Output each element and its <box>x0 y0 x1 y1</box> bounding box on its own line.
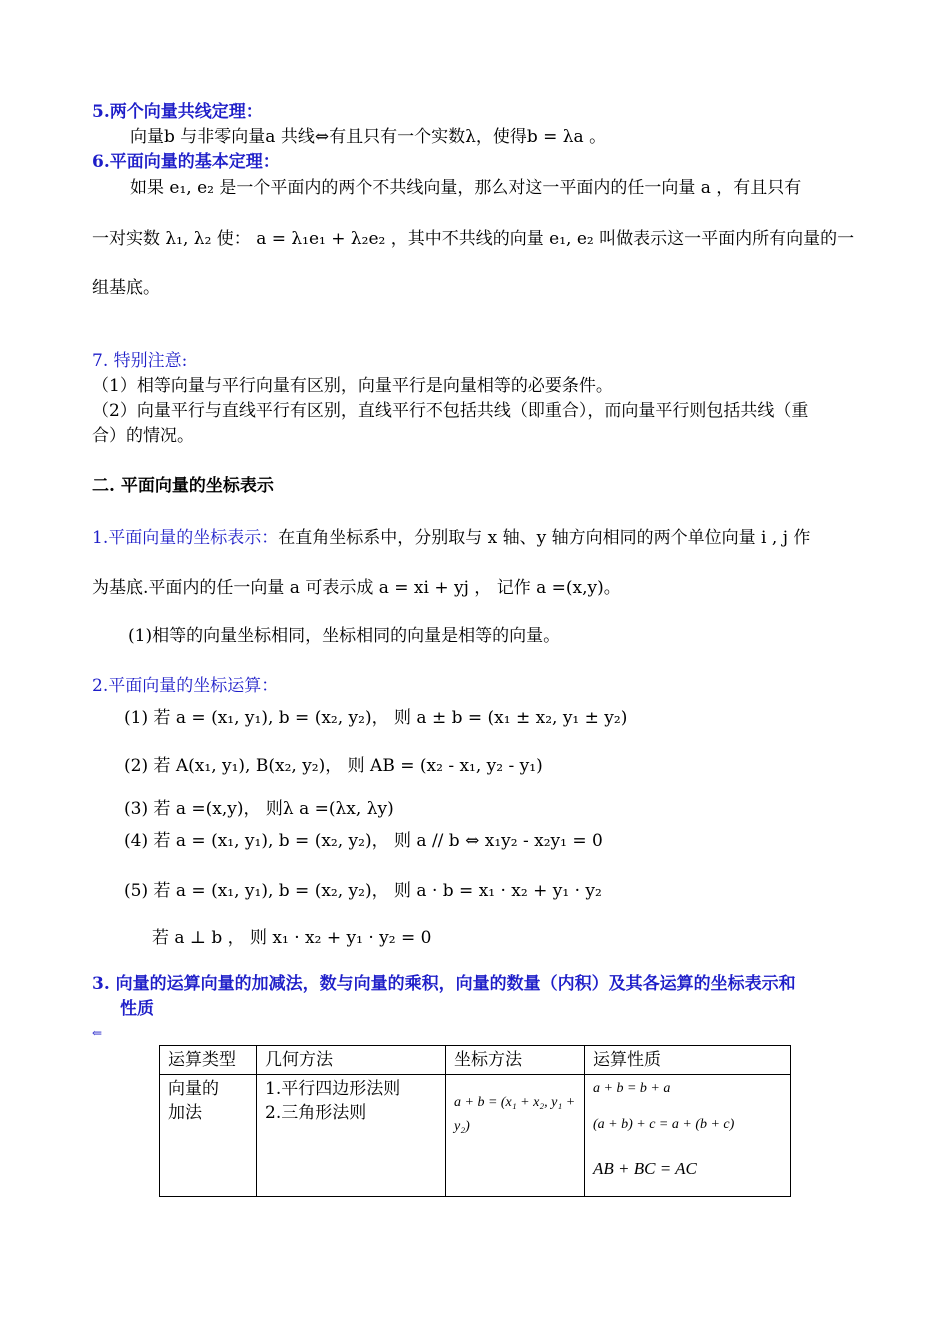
header-cell-type: 运算类型 <box>160 1046 257 1075</box>
coord-label: 1.平面向量的坐标表示： <box>92 528 279 548</box>
theorem5-heading: 5.两个向量共线定理： <box>92 102 263 122</box>
coord-paragraph-1 <box>92 527 810 549</box>
cell-type-line2: 加法 <box>168 1103 202 1123</box>
theorem6-heading: 6.平面向量的基本定理： <box>92 152 280 172</box>
cell-coordinate <box>446 1075 585 1197</box>
coord-text: 在直角坐标系中，分别取与 x 轴、y 轴方向相同的两个单位向量 i , j 作 <box>278 528 811 548</box>
ops-rule-5: (5) 若 a = (x₁, y₁), b = (x₂, y₂)， 则 a · b = x₁ · x₂ + y₁ · y₂ <box>124 881 602 901</box>
property-commutative: a + b = b + a <box>593 1081 671 1096</box>
theorem5-body: 向量b 与非零向量a 共线⇔有且只有一个实数λ，使得b = λa 。 <box>130 127 607 147</box>
theorem6-line1: 如果 e₁, e₂ 是一个平面内的两个不共线向量，那么对这一平面内的任一向量 a ，有且只有 <box>130 178 802 198</box>
note7-item1: （1）相等向量与平行向量有区别，向量平行是向量相等的必要条件。 <box>92 376 613 396</box>
ops-rule-4: (4) 若 a = (x₁, y₁), b = (x₂, y₂)， 则 a // b ⇔ x₁y₂ - x₂y₁ = 0 <box>124 831 603 851</box>
header-cell-coordinate: 坐标方法 <box>446 1046 585 1075</box>
section3-heading-line2: 性质 <box>120 999 154 1019</box>
operations-table <box>159 1045 791 1197</box>
cell-properties <box>585 1075 791 1197</box>
property-triangle: AB + BC = AC <box>593 1159 697 1178</box>
section2-title: 二. 平面向量的坐标表示 <box>92 476 274 496</box>
table-header-row <box>160 1046 791 1075</box>
ops-rule-6: 若 a ⊥ b ， 则 x₁ · x₂ + y₁ · y₂ = 0 <box>152 928 432 948</box>
cell-geometry <box>257 1075 446 1197</box>
theorem6-line2: 一对实数 λ₁, λ₂ 使： a = λ₁e₁ + λ₂e₂ ，其中不共线的向量 e₁, e₂ 叫做表示这一平面内所有向量的一 <box>92 229 855 249</box>
ops-rule-2: (2) 若 A(x₁, y₁), B(x₂, y₂)， 则 AB = (x₂ - x₁, y₂ - y₁) <box>124 756 543 776</box>
section3-heading-line1: 3. 向量的运算向量的加减法，数与向量的乘积，向量的数量（内积）及其各运算的坐标表示和 <box>92 974 796 994</box>
header-cell-properties: 运算性质 <box>585 1046 791 1075</box>
return-mark-icon: ⇐ <box>92 1026 103 1040</box>
coord-note: (1)相等的向量坐标相同，坐标相同的向量是相等的向量。 <box>128 626 561 646</box>
header-cell-geometry: 几何方法 <box>257 1046 446 1075</box>
table-row <box>160 1075 791 1197</box>
geometry-method-2: 2.三角形法则 <box>265 1103 367 1123</box>
ops-rule-1: (1) 若 a = (x₁, y₁), b = (x₂, y₂)， 则 a ± b = (x₁ ± x₂, y₁ ± y₂) <box>124 708 628 728</box>
note7-item2-line1: （2）向量平行与直线平行有区别，直线平行不包括共线（即重合），而向量平行则包括共线（重 <box>92 401 809 421</box>
theorem6-line3: 组基底。 <box>92 278 160 298</box>
note7-item2-line2: 合）的情况。 <box>92 426 194 446</box>
coordinate-formula: a + b = (x₁ + x₂, y₁ + y₂) <box>454 1095 576 1134</box>
geometry-method-1: 1.平行四边形法则 <box>265 1079 401 1099</box>
ops-heading: 2.平面向量的坐标运算： <box>92 676 279 696</box>
note7-heading: 7. 特别注意: <box>92 351 188 371</box>
ops-rule-3: (3) 若 a =(x,y)， 则λ a =(λx, λy) <box>124 799 394 819</box>
cell-type-line1: 向量的 <box>168 1079 219 1099</box>
cell-type <box>160 1075 257 1197</box>
coord-paragraph-2: 为基底.平面内的任一向量 a 可表示成 a = xi + yj ， 记作 a =(x,y)。 <box>92 578 621 598</box>
property-associative: (a + b) + c = a + (b + c) <box>593 1117 735 1132</box>
